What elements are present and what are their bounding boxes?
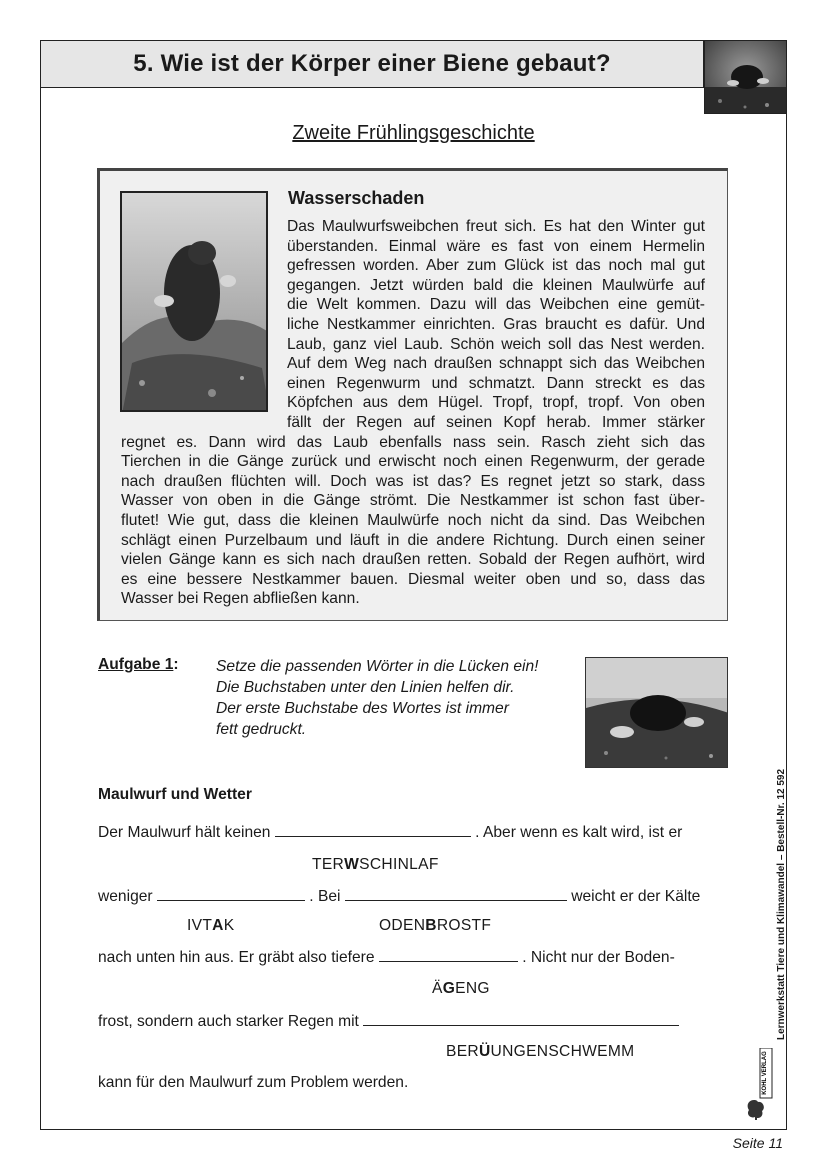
letter-hint: BERÜUNGENSCHWEMM <box>446 1043 635 1060</box>
story-heading: Wasserschaden <box>288 188 425 208</box>
svg-text:KOHL VERLAG: KOHL VERLAG <box>762 1051 768 1095</box>
story-line: es eine bessere Nestkammer bauen. Diesmal weiter oben und so, dass das <box>121 570 705 588</box>
story-line: Laub, ganz viel Laub. Schön weich soll das Nest werden. <box>287 335 705 353</box>
story-line: schlägt einen Purzelbaum und läuft in die andere Richtung. Durch einen seiner <box>121 531 705 549</box>
page-number: Seite 11 <box>732 1135 783 1151</box>
instruction-line: Setze die passenden Wörter in die Lücken ein! <box>216 658 539 675</box>
story-line: Köpfchen aus dem Hügel. Tropf, tropf, tropf. Von oben <box>287 394 705 412</box>
story-line: Wasser von oben in die Gänge strömt. Die Nestkammer ist schon fast über- <box>121 492 705 510</box>
letter-hint: IVTAK <box>187 917 235 934</box>
story-line: Tierchen in die Gänge zurück und erwischt noch einen Regenwurm, der gerade <box>121 453 705 471</box>
mole-photo-header <box>704 40 787 114</box>
story-line: Das Maulwurfsweibchen freut sich. Es hat den Winter gut <box>287 218 705 235</box>
exercise-line-4: frost, sondern auch starker Regen mit <box>98 1012 679 1031</box>
blank-input[interactable] <box>157 887 305 901</box>
story-line: fällt der Regen auf seinen Kopf herab. Immer stärker <box>287 413 705 431</box>
story-line: die Welt kommen. Dazu will das Weibchen eine gemüt- <box>287 296 705 314</box>
blank-input[interactable] <box>363 1012 679 1026</box>
page-title: 5. Wie ist der Körper einer Biene gebaut? <box>133 50 611 77</box>
letter-hint: TERWSCHINLAF <box>312 856 439 873</box>
mole-photo-task <box>585 657 728 768</box>
instruction-line: fett gedruckt. <box>216 721 307 738</box>
story-line: flutet! Wie gut, dass die kleinen Maulwürfe noch nicht da sind. Das Weibchen <box>121 511 705 529</box>
letter-hint: ÄGENG <box>432 980 490 997</box>
publication-info: Lernwerkstatt Tiere und Klimawandel – Bestell-Nr. 12 592 <box>776 768 787 1040</box>
blank-input[interactable] <box>345 887 567 901</box>
blank-input[interactable] <box>379 948 518 962</box>
story-line: nach draußen flüchten will. Doch was ist das? Es regnet jetzt so stark, dass <box>121 472 705 490</box>
story-line: Wasser bei Regen abfließen kann. <box>121 590 360 608</box>
story-line: regnet es. Dann wird das Laub ebenfalls nass sein. Rasch zieht sich das <box>121 433 705 451</box>
story-line: einen Regenwurm und schmatzt. Dann streckt es das <box>287 374 705 392</box>
exercise-heading: Maulwurf und Wetter <box>98 786 252 803</box>
story-line: überstanden. Einmal wäre es fast von einem Hermelin <box>287 237 705 255</box>
instruction-line: Die Buchstaben unter den Linien helfen dir. <box>216 679 515 696</box>
story-line: vielen Gänge kann es sich nach draußen retten. Sobald der Regen aufhört, wird <box>121 551 705 569</box>
title-bar <box>40 40 704 88</box>
story-subtitle: Zweite Frühlingsgeschichte <box>292 122 535 144</box>
letter-hint: ODENBROSTF <box>379 917 492 934</box>
story-line: gefressen worden. Aber zum Glück ist das noch mal gut <box>287 257 705 275</box>
story-text <box>121 217 705 609</box>
task-instructions <box>216 656 538 740</box>
instruction-line: Der erste Buchstabe des Wortes ist immer <box>216 700 509 717</box>
publisher-logo <box>744 1048 774 1120</box>
exercise-line-5: kann für den Maulwurf zum Problem werden. <box>98 1074 409 1091</box>
exercise-line-1: Der Maulwurf hält keinen . Aber wenn es kalt wird, ist er <box>98 824 683 841</box>
task-label: Aufgabe 1: <box>98 656 179 673</box>
exercise-line-2: weniger . Bei weicht er der Kälte <box>98 888 701 905</box>
exercise-line-3: nach unten hin aus. Er gräbt also tiefere . Nicht nur der Boden- <box>98 949 675 966</box>
story-line: gegangen. Jetzt würden bald die kleinen Maulwürfe auf <box>287 276 705 294</box>
story-line: Auf dem Weg nach draußen schnappt sich das Weibchen <box>287 355 705 373</box>
story-line: liche Nestkammer einrichten. Gras braucht es dafür. Und <box>287 315 705 333</box>
blank-input[interactable] <box>275 823 471 837</box>
